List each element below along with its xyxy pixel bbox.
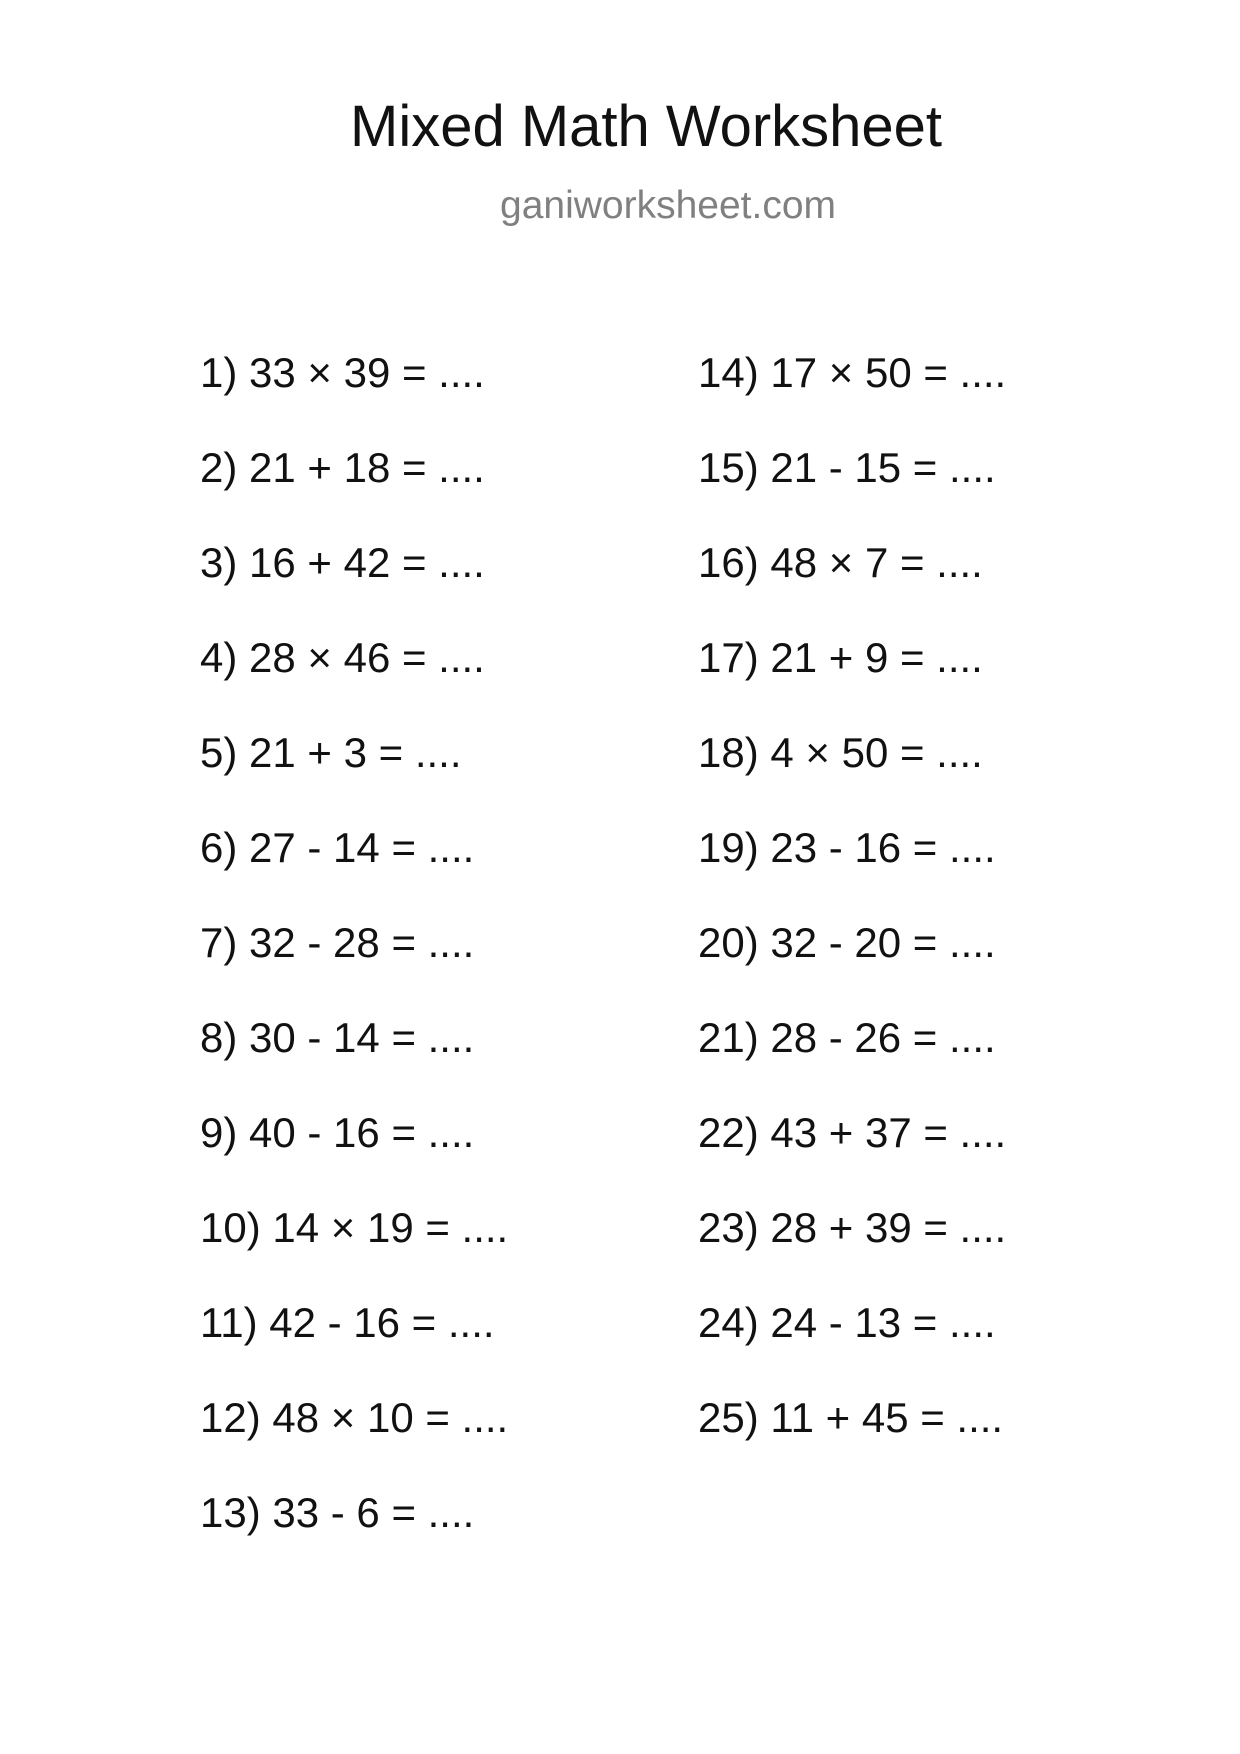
math-problem: 13) 33 - 6 = .... [200, 1489, 475, 1536]
math-problem: 2) 21 + 18 = .... [200, 444, 485, 491]
math-problem: 24) 24 - 13 = .... [698, 1299, 996, 1346]
math-problem: 19) 23 - 16 = .... [698, 824, 996, 871]
problems-left-column [200, 349, 509, 1587]
math-problem: 20) 32 - 20 = .... [698, 919, 996, 966]
math-problem: 9) 40 - 16 = .... [200, 1109, 475, 1156]
math-problem: 11) 42 - 16 = .... [200, 1299, 495, 1346]
math-problem: 23) 28 + 39 = .... [698, 1204, 1007, 1251]
math-problem: 16) 48 × 7 = .... [698, 539, 983, 586]
math-problem: 8) 30 - 14 = .... [200, 1014, 475, 1061]
math-problem: 21) 28 - 26 = .... [698, 1014, 996, 1061]
math-problem: 15) 21 - 15 = .... [698, 444, 996, 491]
math-problem: 5) 21 + 3 = .... [200, 729, 462, 776]
math-problem: 22) 43 + 37 = .... [698, 1109, 1007, 1156]
math-problem: 3) 16 + 42 = .... [200, 539, 485, 586]
math-problem: 1) 33 × 39 = .... [200, 349, 485, 396]
math-problem: 7) 32 - 28 = .... [200, 919, 475, 966]
math-problem: 25) 11 + 45 = .... [698, 1394, 1004, 1441]
math-problem: 12) 48 × 10 = .... [200, 1394, 509, 1441]
problems-right-column [698, 349, 1007, 1492]
math-problem: 14) 17 × 50 = .... [698, 349, 1007, 396]
math-problem: 10) 14 × 19 = .... [200, 1204, 509, 1251]
math-problem: 6) 27 - 14 = .... [200, 824, 475, 871]
math-problem: 4) 28 × 46 = .... [200, 634, 485, 681]
math-problem: 18) 4 × 50 = .... [698, 729, 983, 776]
math-problem: 17) 21 + 9 = .... [698, 634, 983, 681]
worksheet-source: ganiworksheet.com [500, 184, 836, 227]
worksheet-title: Mixed Math Worksheet [350, 94, 943, 159]
